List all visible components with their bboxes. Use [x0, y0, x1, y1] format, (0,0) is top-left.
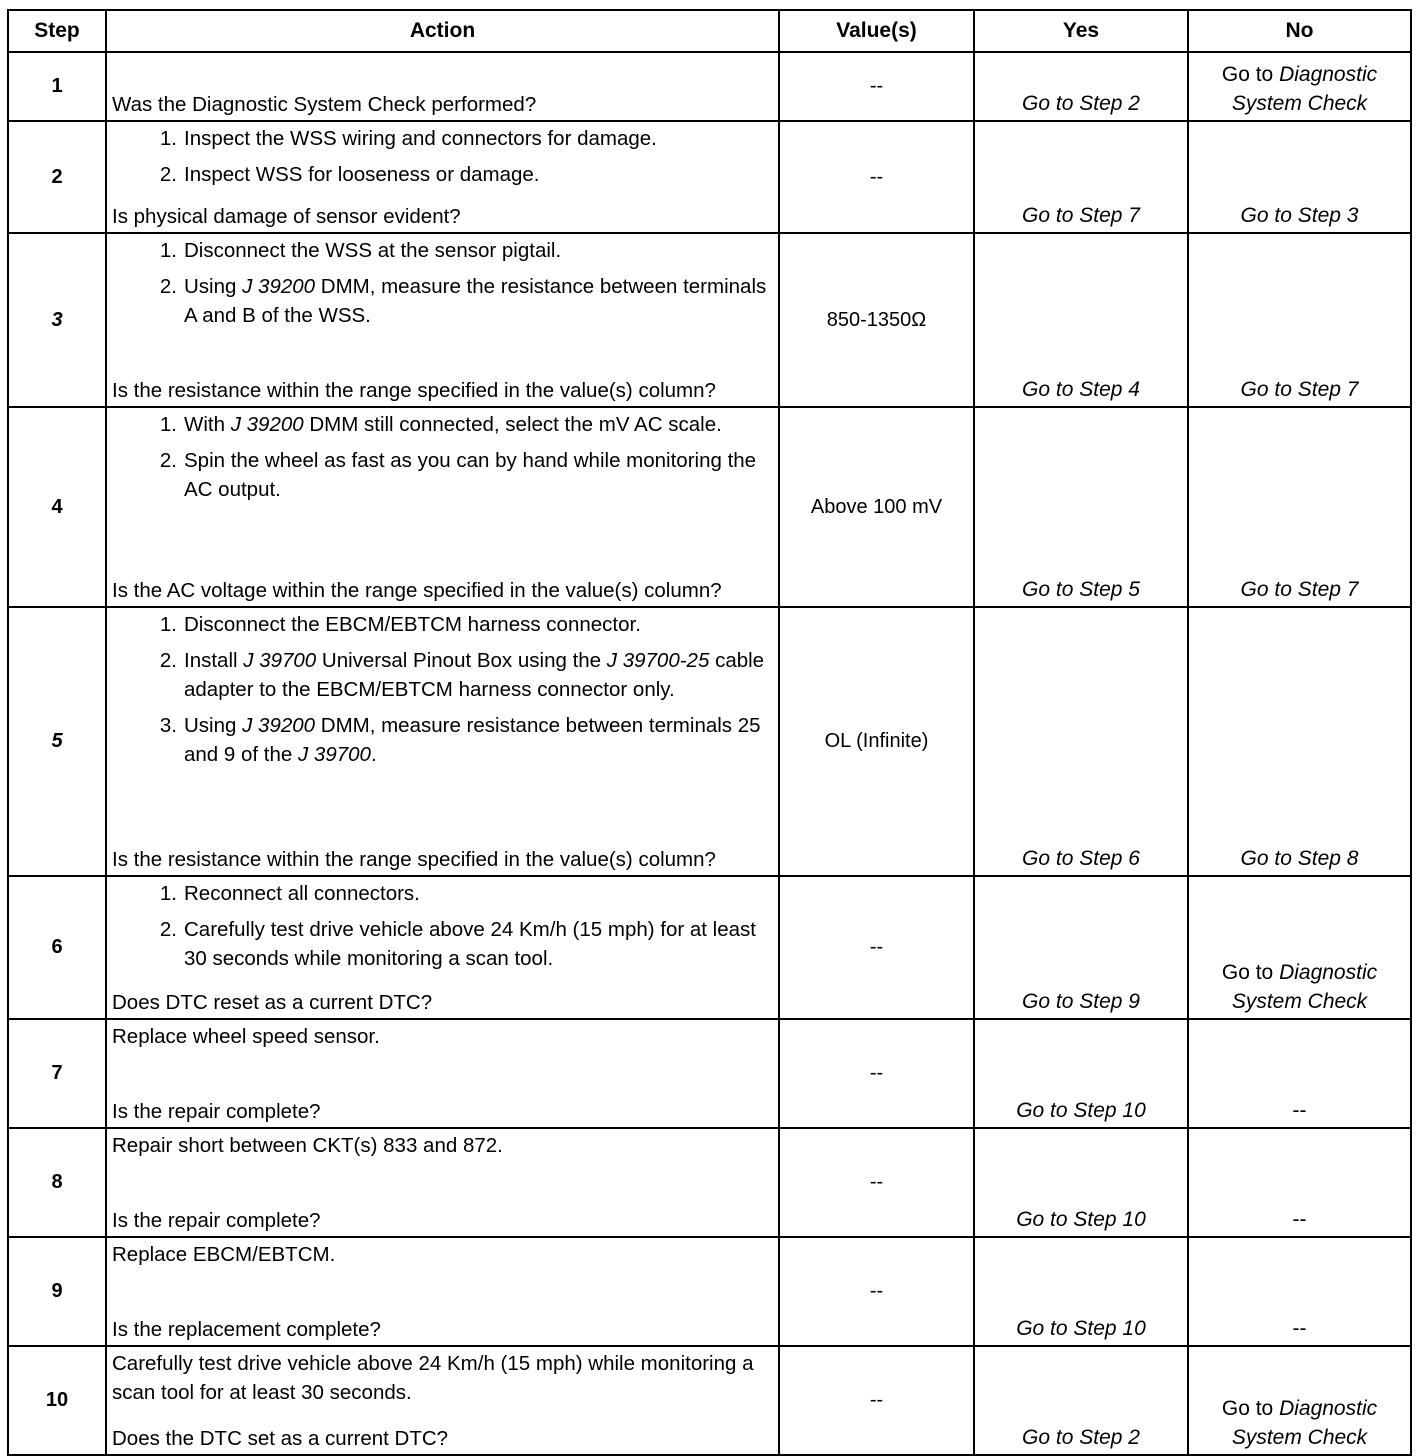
action-instruction: Carefully test drive vehicle above 24 Km/h (15 mph) while monitoring a scan tool for at least 30 seconds.	[112, 1352, 754, 1404]
action-content	[107, 53, 778, 120]
action-cell	[106, 1346, 779, 1455]
substep-number: 1.	[159, 613, 177, 636]
no-cell	[1188, 1237, 1411, 1346]
action-substep	[112, 446, 772, 504]
action-substep	[112, 879, 772, 908]
step-number: 4	[8, 407, 106, 607]
step-number: 10	[8, 1346, 106, 1455]
action-content	[107, 1129, 778, 1236]
value-cell: OL (Infinite)	[779, 607, 974, 876]
tool-reference: J 39200	[242, 714, 316, 737]
no-cell	[1188, 607, 1411, 876]
header-step: Step	[8, 10, 106, 52]
action-content	[107, 1238, 778, 1345]
value-cell: --	[779, 52, 974, 121]
yes-cell	[974, 607, 1188, 876]
action-question: Is the resistance within the range specified in the value(s) column?	[112, 379, 716, 402]
action-content	[107, 234, 778, 406]
action-substep	[112, 646, 772, 704]
action-content	[107, 608, 778, 875]
action-question: Is the AC voltage within the range specified in the value(s) column?	[112, 579, 722, 602]
header-action: Action	[106, 10, 779, 52]
action-content	[107, 877, 778, 1018]
no-cell	[1188, 233, 1411, 407]
action-question: Is the resistance within the range specified in the value(s) column?	[112, 848, 716, 871]
substep-text: With J 39200 DMM still connected, select the mV AC scale.	[184, 413, 722, 436]
step-number: 8	[8, 1128, 106, 1237]
no-prefix: --	[1292, 1208, 1307, 1231]
value-cell: 850-1350Ω	[779, 233, 974, 407]
action-instruction: Repair short between CKT(s) 833 and 872.	[112, 1134, 503, 1157]
step-number: 9	[8, 1237, 106, 1346]
substep-number: 1.	[159, 127, 177, 150]
yes-cell	[974, 876, 1188, 1019]
substep-text: Install J 39700 Universal Pinout Box using the J 39700-25 cable adapter to the EBCM/EBTCM harness connector only.	[184, 649, 765, 701]
yes-goto-link: Go to Step 4	[1022, 378, 1140, 401]
no-prefix: --	[1292, 1317, 1307, 1340]
yes-goto-link: Go to Step 6	[1022, 847, 1140, 870]
substep-text: Inspect the WSS wiring and connectors for damage.	[184, 127, 657, 150]
action-cell	[106, 52, 779, 121]
substep-number: 1.	[159, 882, 177, 905]
action-substep	[112, 272, 772, 330]
step-number: 5	[8, 607, 106, 876]
no-prefix: Go to	[1221, 63, 1280, 86]
action-substep	[112, 160, 772, 189]
table-row	[8, 233, 1411, 407]
no-goto-link: Diagnostic System Check	[1231, 1397, 1378, 1449]
table-row	[8, 876, 1411, 1019]
substep-text: Spin the wheel as fast as you can by hand while monitoring the AC output.	[184, 449, 757, 501]
substep-number: 1.	[159, 413, 177, 436]
no-cell	[1188, 1346, 1411, 1455]
step-number: 2	[8, 121, 106, 233]
no-cell	[1188, 121, 1411, 233]
action-cell	[106, 876, 779, 1019]
yes-cell	[974, 407, 1188, 607]
tool-reference: J 39200	[242, 275, 316, 298]
diagnostic-table	[7, 9, 1412, 1456]
substep-text: Carefully test drive vehicle above 24 Km/h (15 mph) for at least 30 seconds while monitoring a scan tool.	[184, 918, 756, 970]
no-goto-link: Go to Step 8	[1240, 847, 1359, 870]
yes-goto-link: Go to Step 10	[1016, 1208, 1146, 1231]
action-cell	[106, 1237, 779, 1346]
action-substep	[112, 410, 772, 439]
substep-number: 2.	[159, 918, 177, 941]
value-cell: --	[779, 1237, 974, 1346]
substep-number: 2.	[159, 275, 177, 298]
header-row	[8, 10, 1411, 52]
value-cell: --	[779, 1019, 974, 1128]
yes-cell	[974, 1346, 1188, 1455]
no-cell	[1188, 52, 1411, 121]
tool-reference: J 39200	[230, 413, 304, 436]
no-goto-link: Go to Step 7	[1240, 378, 1359, 401]
yes-goto-link: Go to Step 10	[1016, 1317, 1146, 1340]
step-number: 6	[8, 876, 106, 1019]
action-question: Was the Diagnostic System Check performed?	[112, 93, 537, 116]
step-number: 3	[8, 233, 106, 407]
action-instruction: Replace wheel speed sensor.	[112, 1025, 380, 1048]
substep-text: Using J 39200 DMM, measure the resistance between terminals A and B of the WSS.	[184, 275, 767, 327]
action-question: Is the repair complete?	[112, 1100, 321, 1123]
substep-text: Disconnect the WSS at the sensor pigtail.	[184, 239, 562, 262]
value-cell: --	[779, 121, 974, 233]
substep-text: Disconnect the EBCM/EBTCM harness connector.	[184, 613, 641, 636]
action-question: Does DTC reset as a current DTC?	[112, 991, 433, 1014]
action-question: Is the replacement complete?	[112, 1318, 381, 1341]
value-cell: --	[779, 1346, 974, 1455]
no-cell	[1188, 1128, 1411, 1237]
tool-reference: J 39700	[243, 649, 317, 672]
action-content	[107, 1020, 778, 1127]
value-cell: --	[779, 1128, 974, 1237]
yes-goto-link: Go to Step 7	[1022, 204, 1140, 227]
action-substep	[112, 915, 772, 973]
table-row	[8, 407, 1411, 607]
action-substep	[112, 711, 772, 769]
substep-number: 2.	[159, 449, 177, 472]
substep-text: Reconnect all connectors.	[184, 882, 420, 905]
yes-goto-link: Go to Step 2	[1022, 92, 1140, 115]
no-prefix: --	[1292, 1099, 1307, 1122]
action-substep	[112, 236, 772, 265]
action-cell	[106, 1019, 779, 1128]
no-cell	[1188, 876, 1411, 1019]
no-cell	[1188, 407, 1411, 607]
header-values: Value(s)	[779, 10, 974, 52]
no-goto-link: Go to Step 7	[1240, 578, 1359, 601]
yes-cell	[974, 1237, 1188, 1346]
tool-reference: J 39700	[297, 743, 371, 766]
substep-text: Using J 39200 DMM, measure resistance between terminals 25 and 9 of the J 39700.	[184, 714, 761, 766]
action-cell	[106, 1128, 779, 1237]
table-row	[8, 1019, 1411, 1128]
action-cell	[106, 121, 779, 233]
substep-number: 2.	[159, 649, 177, 672]
action-substep	[112, 124, 772, 153]
action-question: Does the DTC set as a current DTC?	[112, 1427, 449, 1450]
action-cell	[106, 233, 779, 407]
yes-goto-link: Go to Step 2	[1022, 1426, 1140, 1449]
yes-goto-link: Go to Step 9	[1022, 990, 1140, 1013]
no-cell	[1188, 1019, 1411, 1128]
tool-reference: J 39700-25	[606, 649, 710, 672]
action-substep	[112, 610, 772, 639]
yes-cell	[974, 52, 1188, 121]
substep-number: 2.	[159, 163, 177, 186]
action-cell	[106, 607, 779, 876]
step-number: 1	[8, 52, 106, 121]
action-content	[107, 122, 778, 232]
yes-cell	[974, 1019, 1188, 1128]
table-row	[8, 1128, 1411, 1237]
action-question: Is physical damage of sensor evident?	[112, 205, 461, 228]
no-goto-link: Go to Step 3	[1240, 204, 1359, 227]
value-cell: Above 100 mV	[779, 407, 974, 607]
action-question: Is the repair complete?	[112, 1209, 321, 1232]
action-content	[107, 408, 778, 606]
substep-number: 1.	[159, 239, 177, 262]
value-cell: --	[779, 876, 974, 1019]
yes-cell	[974, 1128, 1188, 1237]
table-row	[8, 1346, 1411, 1455]
step-number: 7	[8, 1019, 106, 1128]
table-row	[8, 1237, 1411, 1346]
table-row	[8, 607, 1411, 876]
yes-cell	[974, 121, 1188, 233]
action-cell	[106, 407, 779, 607]
table-row	[8, 121, 1411, 233]
no-prefix: Go to	[1221, 1397, 1280, 1420]
yes-goto-link: Go to Step 5	[1022, 578, 1140, 601]
no-prefix: Go to	[1221, 961, 1280, 984]
no-goto-link: Diagnostic System Check	[1231, 63, 1378, 115]
table-row	[8, 52, 1411, 121]
no-goto-link: Diagnostic System Check	[1231, 961, 1378, 1013]
yes-cell	[974, 233, 1188, 407]
action-instruction: Replace EBCM/EBTCM.	[112, 1243, 336, 1266]
header-no: No	[1188, 10, 1411, 52]
header-yes: Yes	[974, 10, 1188, 52]
yes-goto-link: Go to Step 10	[1016, 1099, 1146, 1122]
substep-number: 3.	[159, 714, 177, 737]
action-content	[107, 1347, 778, 1454]
substep-text: Inspect WSS for looseness or damage.	[184, 163, 540, 186]
